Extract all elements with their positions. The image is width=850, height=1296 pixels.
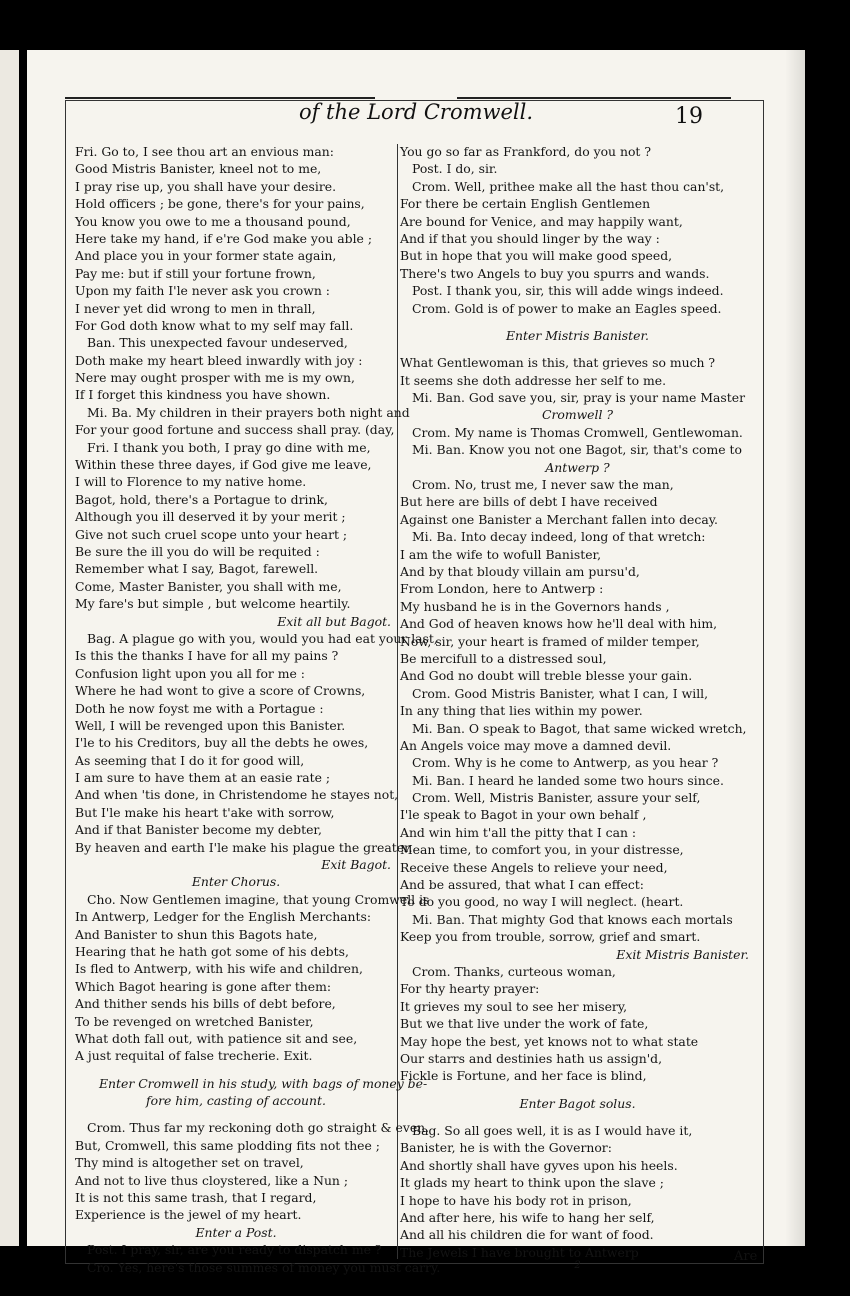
- text-line: Doth make my heart bleed inwardly with joy :: [75, 352, 363, 368]
- text-line: Doth he now foyst me with a Portague :: [75, 700, 324, 716]
- text-line: For there be certain English Gentlemen: [400, 196, 651, 212]
- text-line: My fare's but simple , but welcome heartily.: [75, 596, 351, 612]
- text-line: Remember what I say, Bagot, farewell.: [75, 561, 319, 577]
- text-line: As seeming that I do it for good will,: [75, 752, 305, 768]
- text-line: Which Bagot hearing is gone after them:: [75, 978, 332, 994]
- running-title: of the Lord Cromwell.: [298, 100, 534, 124]
- speech-line: Crom. Gold is of power to make an Eagles speed.: [412, 300, 722, 316]
- speech-line: Crom. No, trust me, I never saw the man,: [412, 477, 674, 493]
- text-line: There's two Angels to buy you spurrs and wands.: [400, 265, 710, 281]
- text-line: Our starrs and destinies hath us assign'd,: [400, 1050, 663, 1066]
- text-line: It is not this same trash, that I regard,: [75, 1190, 317, 1206]
- text-line: For God doth know what to my self may fall.: [75, 317, 354, 333]
- text-line: I'le speak to Bagot in your own behalf ,: [400, 807, 647, 823]
- text-line: Nere may ought prosper with me is my own,: [75, 370, 355, 386]
- text-line: Come, Master Banister, you shall with me,: [75, 578, 342, 594]
- text-line: Pay me: but if still your fortune frown,: [75, 265, 316, 281]
- speech-line: Mi. Ban. I heard he landed some two hours since.: [412, 772, 724, 788]
- page-edge-shadow: [785, 50, 805, 1246]
- text-line: Be mercifull to a distressed soul,: [400, 650, 607, 666]
- text-line: Receive these Angels to relieve your need,: [400, 859, 668, 875]
- speech-line: Cho. Now Gentlemen imagine, that young Cromwell is: [87, 891, 430, 907]
- text-line: Be sure the ill you do will be requited :: [75, 543, 320, 559]
- text-line: And by that bloudy villain am pursu'd,: [400, 563, 640, 579]
- text-line: I will to Florence to my native home.: [75, 474, 307, 490]
- text-line: And place you in your former state again,: [75, 248, 337, 264]
- text-line: In Antwerp, Ledger for the English Merchants:: [75, 909, 372, 925]
- text-line: From London, here to Antwerp :: [400, 581, 604, 597]
- speech-line: Mi. Ban. O speak to Bagot, that same wicked wretch,: [412, 720, 747, 736]
- text-line: And after here, his wife to hang her self,: [400, 1210, 655, 1226]
- speech-line: Fri. I thank you both, I pray go dine with me,: [87, 439, 371, 455]
- left-text-column: [75, 143, 441, 1276]
- text-line: And not to live thus cloystered, like a Nun ;: [75, 1172, 349, 1188]
- text-line: Well, I will be revenged upon this Banister.: [75, 717, 346, 733]
- text-line: It seems she doth addresse her self to me.: [400, 372, 667, 388]
- text-line: And win him t'all the pitty that I can :: [400, 824, 637, 840]
- stage-heading: Enter Chorus.: [191, 874, 281, 890]
- text-line: It grieves my soul to see her misery,: [400, 998, 628, 1014]
- line-turnover: Cromwell ?: [541, 407, 614, 423]
- text-line: And all his children die for want of food.: [400, 1227, 654, 1243]
- speech-line: Post. I pray, sir, are you ready to dispatch me ?: [87, 1242, 382, 1258]
- signature-mark: 2: [574, 1260, 581, 1272]
- text-line: Confusion light upon you all for me :: [75, 665, 305, 681]
- text-line: But, Cromwell, this same plodding fits not thee ;: [75, 1137, 380, 1153]
- speech-line: Crom. Good Mistris Banister, what I can, I will,: [412, 685, 709, 701]
- text-line: I hope to have his body rot in prison,: [400, 1192, 632, 1208]
- text-line: Banister, he is with the Governor:: [400, 1140, 612, 1156]
- text-line: Experience is the jewel of my heart.: [75, 1207, 302, 1223]
- speech-line: Ban. This unexpected favour undeserved,: [87, 335, 348, 351]
- previous-page-edge: [0, 50, 19, 1246]
- speech-line: Post. I do, sir.: [412, 161, 498, 177]
- text-line: Bagot, hold, there's a Portague to drink,: [75, 491, 328, 507]
- text-line: Thy mind is altogether set on travel,: [75, 1155, 304, 1171]
- text-line: Are bound for Venice, and may happily want,: [400, 213, 683, 229]
- speech-line: Mi. Ban. God save you, sir, pray is your name Master: [412, 390, 745, 406]
- speech-line: Crom. My name is Thomas Cromwell, Gentlewoman.: [412, 424, 743, 440]
- text-line: The Jewels I have brought to Antwerp: [400, 1244, 639, 1260]
- text-line: Hearing that he hath got some of his debts,: [75, 943, 349, 959]
- text-line: May hope the best, yet knows not to what state: [400, 1033, 699, 1049]
- text-line: Keep you from trouble, sorrow, grief and smart.: [400, 929, 701, 945]
- text-line: And when 'tis done, in Christendome he stayes not,: [75, 787, 399, 803]
- speech-line: Crom. Thanks, curteous woman,: [412, 963, 616, 979]
- text-line: And God no doubt will treble blesse your gain.: [400, 668, 693, 684]
- text-line: What doth fall out, with patience sit and see,: [75, 1030, 358, 1046]
- text-line: Here take my hand, if e're God make you able ;: [75, 230, 372, 246]
- text-line: I never yet did wrong to men in thrall,: [75, 300, 316, 316]
- text-line: Mean time, to comfort you, in your distresse,: [400, 842, 684, 858]
- text-line: For thy hearty prayer:: [400, 981, 540, 997]
- text-line: But here are bills of debt I have received: [400, 494, 658, 510]
- speech-line: Crom. Thus far my reckoning doth go straight & even.: [87, 1120, 430, 1136]
- line-turnover: Antwerp ?: [545, 459, 610, 475]
- text-line: My husband he is in the Governors hands ,: [400, 598, 670, 614]
- speech-line: Mi. Ba. My children in their prayers both night and: [87, 404, 410, 420]
- text-line: For your good fortune and success shall pray. (day,: [75, 422, 395, 438]
- catchword: Are: [734, 1249, 758, 1264]
- speech-line: Crom. Why is he come to Antwerp, as you hear ?: [412, 755, 719, 771]
- speech-line: Cro. Yes, here's those summes of money you must carry.: [87, 1259, 441, 1275]
- text-line: And God of heaven knows how he'll deal with him,: [400, 616, 718, 632]
- speech-line: Mi. Ba. Into decay indeed, long of that wretch:: [412, 529, 706, 545]
- page-number: 19: [675, 104, 703, 129]
- book-page: [27, 50, 805, 1275]
- text-line: But we that live under the work of fate,: [400, 1016, 649, 1032]
- header-rule-right: [457, 97, 731, 99]
- text-line: If I forget this kindness you have shown.: [75, 387, 331, 403]
- text-line: You know you owe to me a thousand pound,: [75, 213, 351, 229]
- text-line: Now, sir, your heart is framed of milder temper,: [400, 633, 700, 649]
- text-line: And Banister to shun this Bagots hate,: [75, 926, 318, 942]
- text-line: I pray rise up, you shall have your desire.: [75, 178, 337, 194]
- stage-heading: Enter Bagot solus.: [519, 1095, 636, 1111]
- text-line: And if that you should linger by the way :: [400, 230, 660, 246]
- text-line: And shortly shall have gyves upon his heels.: [400, 1157, 678, 1173]
- text-line: I am the wife to wofull Banister,: [400, 546, 602, 562]
- stage-heading: Enter Cromwell in his study, with bags of money be-: [99, 1075, 428, 1091]
- stage-direction: Exit all but Bagot.: [277, 613, 391, 629]
- speech-line: Crom. Well, prithee make all the hast thou can'st,: [412, 178, 725, 194]
- speech-line: Mi. Ban. Know you not one Bagot, sir, that's come to: [412, 442, 742, 458]
- stage-direction: Exit Mistris Banister.: [616, 946, 749, 962]
- speech-line: Bag. A plague go with you, would you had eat your last,: [87, 630, 438, 646]
- stage-heading: Enter Mistris Banister.: [506, 327, 649, 343]
- text-line: To be revenged on wretched Banister,: [75, 1013, 314, 1029]
- stage-direction: Exit Bagot.: [321, 857, 391, 873]
- header-rule-left: [65, 97, 375, 99]
- text-line: It glads my heart to think upon the slave ;: [400, 1175, 664, 1191]
- text-line: An Angels voice may move a damned devil.: [400, 737, 672, 753]
- text-line: Within these three dayes, if God give me leave,: [75, 457, 372, 473]
- text-line: I am sure to have them at an easie rate ;: [75, 770, 331, 786]
- text-line: Where he had wont to give a score of Crowns,: [75, 683, 366, 699]
- text-line: Upon my faith I'le never ask you crown :: [75, 283, 330, 299]
- text-line: Although you ill deserved it by your merit ;: [75, 509, 346, 525]
- stage-heading: Enter a Post.: [195, 1224, 277, 1240]
- text-line: What Gentlewoman is this, that grieves so much ?: [400, 355, 716, 371]
- text-line: And thither sends his bills of debt before,: [75, 996, 336, 1012]
- text-line: In any thing that lies within my power.: [400, 703, 643, 719]
- text-line: To do you good, no way I will neglect. (heart.: [400, 894, 684, 910]
- text-line: Give not such cruel scope unto your heart ;: [75, 526, 348, 542]
- speech-line: Mi. Ban. That mighty God that knows each mortals: [412, 911, 733, 927]
- text-line: Is fled to Antwerp, with his wife and children,: [75, 961, 363, 977]
- right-text-column: [400, 143, 758, 1272]
- text-line: By heaven and earth I'le make his plague the greater.: [75, 839, 413, 855]
- text-line: And if that Banister become my debter,: [75, 822, 322, 838]
- text-line: You go so far as Frankford, do you not ?: [400, 144, 651, 159]
- text-line: A just requital of false trecherie. Exit.: [75, 1048, 313, 1064]
- speech-line: Post. I thank you, sir, this will adde wings indeed.: [412, 283, 724, 299]
- text-line: Good Mistris Banister, kneel not to me,: [75, 161, 322, 177]
- text-line: Hold officers ; be gone, there's for your pains,: [75, 196, 365, 212]
- text-line: And be assured, that what I can effect:: [400, 877, 644, 893]
- text-line: Is this the thanks I have for all my pains ?: [75, 648, 339, 664]
- text-line: I'le to his Creditors, buy all the debts he owes,: [75, 735, 369, 751]
- text-line: Fri. Go to, I see thou art an envious man:: [75, 144, 334, 159]
- text-line: But in hope that you will make good speed,: [400, 248, 673, 264]
- speech-line: Crom. Well, Mistris Banister, assure your self,: [412, 790, 701, 806]
- text-line: Fickle is Fortune, and her face is blind,: [400, 1068, 647, 1084]
- speech-line: Bag. So all goes well, it is as I would have it,: [412, 1123, 693, 1139]
- text-line: Against one Banister a Merchant fallen into decay.: [400, 511, 718, 527]
- stage-heading: fore him, casting of account.: [146, 1093, 326, 1109]
- text-line: But I'le make his heart t'ake with sorrow,: [75, 804, 335, 820]
